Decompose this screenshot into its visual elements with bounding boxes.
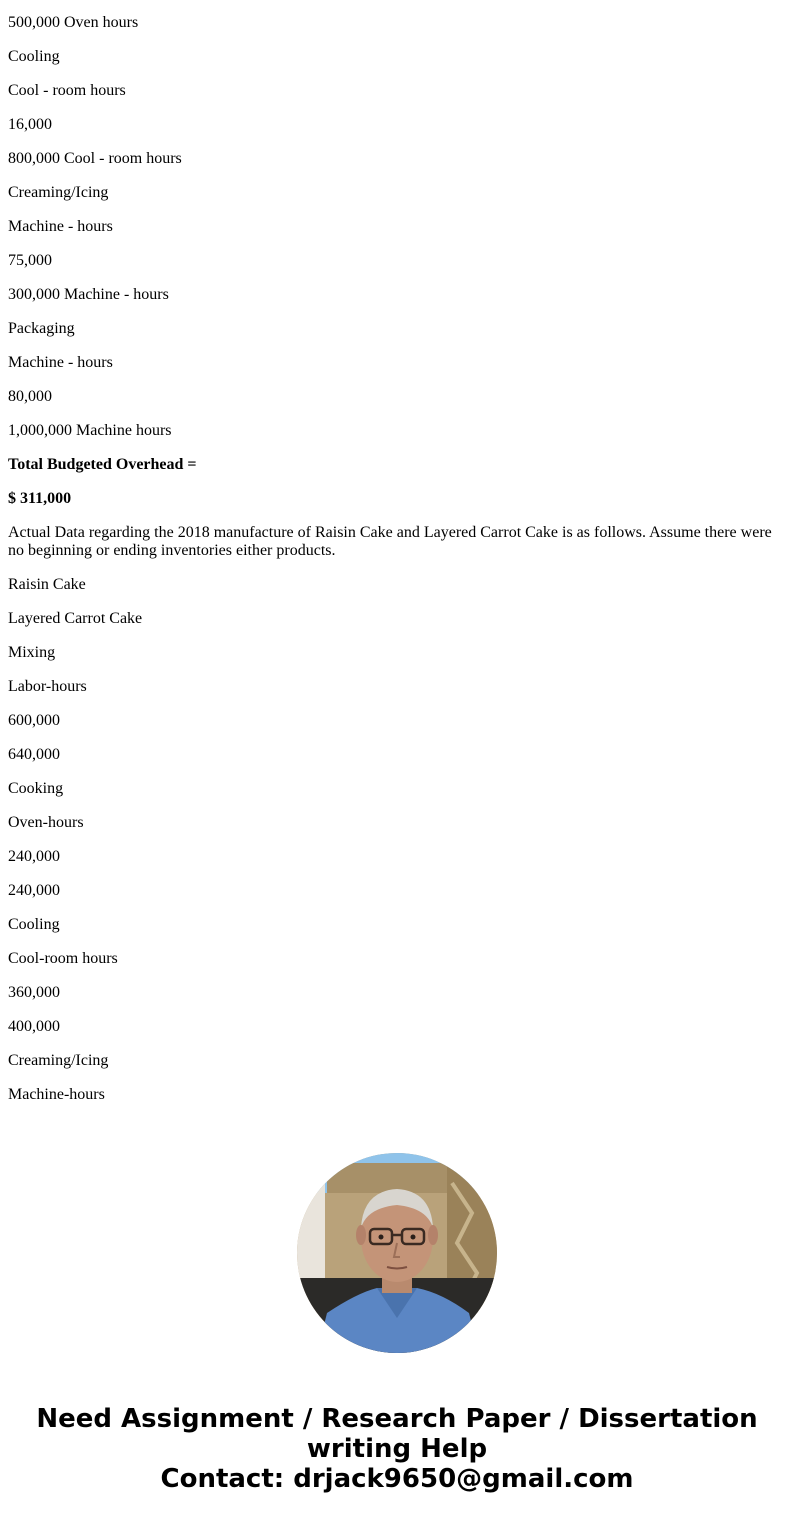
text-line: Creaming/Icing bbox=[8, 1052, 109, 1069]
document-body bbox=[8, 14, 786, 1120]
text-line: Cool-room hours bbox=[8, 950, 118, 967]
text-line: 80,000 bbox=[8, 388, 52, 405]
text-line: Oven-hours bbox=[8, 814, 84, 831]
text-line: Cool - room hours bbox=[8, 82, 126, 99]
text-line: 300,000 Machine - hours bbox=[8, 286, 169, 303]
text-line: 600,000 bbox=[8, 712, 60, 729]
actual-data-paragraph: Actual Data regarding the 2018 manufacture of Raisin Cake and Layered Carrot Cake is as follows. Assume there were no beginning or ending inventories either products. bbox=[8, 524, 772, 559]
text-line: Mixing bbox=[8, 644, 56, 661]
text-line: 1,000,000 Machine hours bbox=[8, 422, 172, 439]
text-line: 240,000 bbox=[8, 882, 60, 899]
text-line: Machine-hours bbox=[8, 1086, 105, 1103]
text-line: Cooking bbox=[8, 780, 64, 797]
text-line: Creaming/Icing bbox=[8, 184, 109, 201]
text-line: 75,000 bbox=[8, 252, 52, 269]
promo-line: writing Help bbox=[306, 1434, 488, 1464]
text-line: Machine - hours bbox=[8, 354, 113, 371]
text-line: Cooling bbox=[8, 916, 60, 933]
text-line: 640,000 bbox=[8, 746, 60, 763]
total-overhead-value: $ 311,000 bbox=[8, 490, 72, 507]
text-line: Machine - hours bbox=[8, 218, 113, 235]
text-line: 360,000 bbox=[8, 984, 60, 1001]
text-line: 16,000 bbox=[8, 116, 52, 133]
promo-contact: Contact: drjack9650@gmail.com bbox=[160, 1464, 634, 1494]
text-line: Labor-hours bbox=[8, 678, 87, 695]
text-line: 800,000 Cool - room hours bbox=[8, 150, 182, 167]
text-line: 400,000 bbox=[8, 1018, 60, 1035]
text-line: Layered Carrot Cake bbox=[8, 610, 143, 627]
promo-line: Need Assignment / Research Paper / Dissertation bbox=[36, 1404, 758, 1434]
promo-banner bbox=[0, 1404, 794, 1494]
text-line: Raisin Cake bbox=[8, 576, 86, 593]
text-line: 240,000 bbox=[8, 848, 60, 865]
avatar bbox=[297, 1153, 497, 1353]
text-line: Packaging bbox=[8, 320, 75, 337]
text-line: Cooling bbox=[8, 48, 60, 65]
avatar-portrait-icon bbox=[297, 1153, 497, 1353]
total-overhead-label: Total Budgeted Overhead = bbox=[8, 456, 197, 473]
text-line: 500,000 Oven hours bbox=[8, 14, 139, 31]
